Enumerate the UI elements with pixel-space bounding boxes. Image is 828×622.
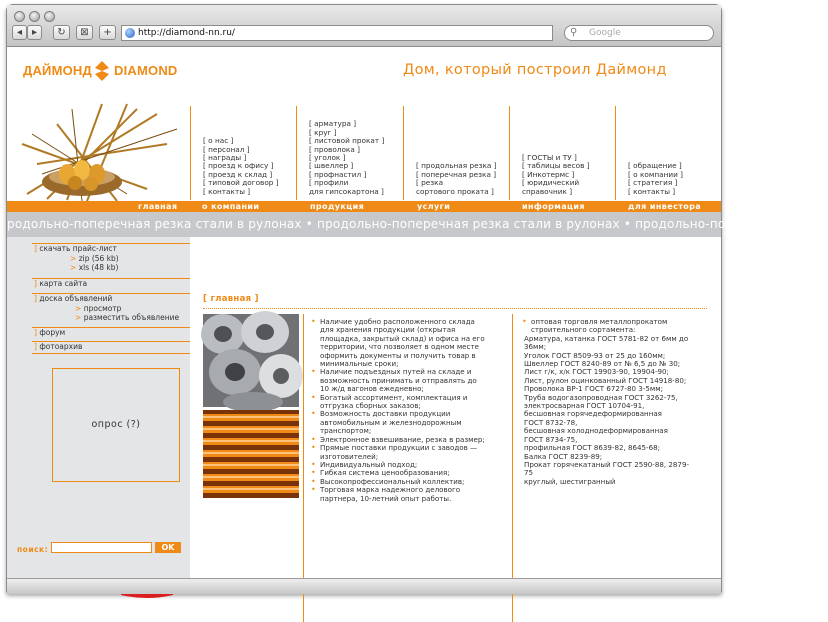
nav-tab-investor[interactable]: для инвестора bbox=[628, 202, 702, 211]
add-bookmark-button[interactable]: + bbox=[99, 25, 116, 40]
browser-toolbar bbox=[7, 5, 721, 47]
assortment-line: Прокат горячекатаный ГОСТ 2590-88, 2879-75 bbox=[524, 459, 690, 478]
board-post-link[interactable]: > разместить объявление bbox=[75, 313, 180, 322]
page-title: [ главная ] bbox=[203, 294, 259, 304]
assortment-line: ГОСТ 8732-78, bbox=[524, 417, 578, 427]
site-search-input[interactable] bbox=[51, 542, 152, 553]
sidebar-board[interactable]: ] доска объявлений bbox=[32, 293, 190, 303]
zip-label: zip (56 kb) bbox=[78, 254, 119, 263]
column-divider bbox=[512, 314, 513, 622]
main-nav-bar bbox=[7, 201, 721, 212]
list-item: • Возможность доставки продукции автомобильным и железнодорожным транспортом; bbox=[310, 410, 487, 435]
board-label: доска объявлений bbox=[39, 294, 113, 303]
nav-tab-info[interactable]: информация bbox=[522, 202, 585, 211]
nav-link-legal-cont[interactable]: справочник ] bbox=[522, 186, 573, 196]
list-item: • Гибкая система ценообразования; bbox=[310, 469, 487, 477]
list-item: • Индивидуальный подход; bbox=[310, 461, 487, 469]
info-links-column bbox=[509, 106, 615, 200]
assortment-block bbox=[521, 318, 693, 486]
search-icon: ⚲ bbox=[570, 27, 578, 38]
nav-tab-about[interactable]: о компании bbox=[202, 202, 260, 211]
assortment-line: Лист г/к, х/к ГОСТ 19903-90, 19904-90; bbox=[524, 367, 669, 377]
globe-icon bbox=[125, 28, 135, 38]
board-view-link[interactable]: > просмотр bbox=[75, 304, 122, 313]
assortment-line: электросварная ГОСТ 10704-91, bbox=[524, 401, 645, 411]
nav-link-warehouse-route[interactable]: [ проезд к склад ] bbox=[203, 169, 273, 179]
assortment-line: Лист, рулон оцинкованный ГОСТ 14918-80; bbox=[524, 375, 687, 385]
news-ticker: родольно-поперечная резка стали в рулонах • продольно-поперечная резка стали в рулонах • продольно-поперечная резка bbox=[7, 212, 721, 237]
snapshot-button[interactable]: ⊠ bbox=[76, 25, 93, 40]
pricelist-label: скачать прайс-лист bbox=[39, 244, 117, 253]
address-bar[interactable] bbox=[121, 25, 553, 41]
list-item: • Богатый ассортимент, комплектация и отгрузка сборных заказов; bbox=[310, 394, 487, 411]
search-placeholder: Google bbox=[589, 28, 621, 38]
assortment-line: бесшовная холоднодеформированная bbox=[524, 426, 668, 436]
assortment-line: бесшовная горячедеформированная bbox=[524, 409, 662, 419]
search-ok-button[interactable]: OK bbox=[155, 542, 181, 553]
poll-box[interactable]: опрос (?) bbox=[52, 368, 180, 482]
search-label: поиск: bbox=[17, 545, 49, 554]
services-links-column bbox=[403, 106, 509, 200]
site-slogan: Дом, который построил Даймонд bbox=[403, 62, 667, 78]
diamond-logo-icon bbox=[94, 61, 110, 81]
nav-link-cross-cut[interactable]: [ поперечная резка ] bbox=[416, 169, 497, 179]
sitemap-label: карта сайта bbox=[39, 279, 88, 288]
nav-link-about-company[interactable]: [ о компании ] bbox=[628, 169, 683, 179]
nav-tab-products[interactable]: продукция bbox=[310, 202, 365, 211]
list-item: • Прямые поставки продукции с заводов — изготовителей; bbox=[310, 444, 487, 461]
forward-button[interactable]: ▸ bbox=[27, 25, 42, 40]
view-label: просмотр bbox=[83, 304, 122, 313]
nav-link-section-cut-cont[interactable]: сортового проката ] bbox=[416, 186, 494, 196]
nav-link-awards[interactable]: [ награды ] bbox=[203, 152, 247, 162]
web-page bbox=[7, 48, 828, 578]
nav-link-strategy[interactable]: [ стратегия ] bbox=[628, 178, 678, 188]
forum-label: форум bbox=[39, 328, 66, 337]
about-links-column bbox=[190, 106, 296, 200]
download-xls-link[interactable]: > xls (48 kb) bbox=[70, 263, 119, 272]
close-window-button[interactable] bbox=[14, 11, 25, 22]
nav-link-rebar[interactable]: [ арматура ] bbox=[309, 119, 357, 129]
nav-link-channel[interactable]: [ швеллер ] bbox=[309, 161, 354, 171]
assortment-line: Балка ГОСТ 8239-89; bbox=[524, 451, 603, 461]
assortment-line: Арматура, катанка ГОСТ 5781-82 от 6мм до bbox=[524, 333, 689, 343]
investor-links-column bbox=[615, 106, 721, 200]
url-text: http://diamond-nn.ru/ bbox=[138, 28, 235, 38]
list-item: • Высокопрофессиональный коллектив; bbox=[310, 478, 487, 486]
nav-tab-home[interactable]: главная bbox=[138, 202, 178, 211]
nav-link-staff[interactable]: [ персонал ] bbox=[203, 144, 250, 154]
logo-text-ru: ДАЙМОНД bbox=[23, 63, 92, 78]
golden-eggs-nest-image bbox=[7, 104, 189, 201]
sidebar-pricelist[interactable]: ] скачать прайс-лист bbox=[32, 243, 190, 253]
post-label: разместить объявление bbox=[83, 313, 180, 322]
browser-window bbox=[6, 4, 828, 594]
minimize-window-button[interactable] bbox=[29, 11, 40, 22]
column-divider bbox=[303, 314, 304, 622]
download-zip-link[interactable]: > zip (56 kb) bbox=[70, 254, 119, 263]
nav-link-gost[interactable]: [ ГОСТЫ и ТУ ] bbox=[522, 152, 577, 162]
nav-link-profiles[interactable]: [ профили bbox=[309, 178, 349, 188]
page-title-text: главная bbox=[210, 294, 252, 304]
list-item: • Наличие удобно расположенного склада для хранения продукции (открытая площадка, закрытый склад) и офиса на его территории, что позволяет в одном месте оформить документы и получить товар в минимальные сроки; bbox=[310, 318, 487, 368]
nav-link-incoterms[interactable]: [ Инкотермс ] bbox=[522, 169, 575, 179]
assortment-line: Проволока ВР-1 ГОСТ 6727-80 3-5мм; bbox=[524, 384, 663, 394]
nav-link-sheet[interactable]: [ листовой прокат ] bbox=[309, 136, 385, 146]
assortment-line: Уголок ГОСТ 8509-93 от 25 до 160мм; bbox=[524, 350, 666, 360]
list-item: • Торговая марка надежного делового партнера, 10-летний опыт работы. bbox=[310, 486, 487, 503]
sidebar-forum[interactable]: ] форум bbox=[32, 327, 190, 337]
steel-coils-image bbox=[203, 314, 299, 407]
logo-text-en: DIAMOND bbox=[113, 63, 178, 78]
nav-link-angle[interactable]: [ уголок ] bbox=[309, 152, 346, 162]
nav-link-about-us[interactable]: [ о нас ] bbox=[203, 136, 234, 146]
sidebar-photo[interactable]: ] фотоархив bbox=[32, 341, 190, 354]
copper-rods-image bbox=[203, 410, 299, 498]
nav-link-round[interactable]: [ круг ] bbox=[309, 127, 337, 137]
nav-link-profiled-sheet[interactable]: [ профнастил ] bbox=[309, 169, 367, 179]
photo-label: фотоархив bbox=[39, 342, 83, 351]
nav-link-contract[interactable]: [ типовой договор ] bbox=[203, 178, 279, 188]
products-links-column bbox=[296, 106, 403, 200]
nav-link-wire[interactable]: [ проволока ] bbox=[309, 144, 360, 154]
assortment-line: 36мм; bbox=[524, 342, 547, 352]
back-button[interactable]: ◂ bbox=[12, 25, 27, 40]
assortment-line: Труба водогазопроводная ГОСТ 3262-75, bbox=[524, 392, 678, 402]
nav-link-profiles-cont[interactable]: для гипсокартона ] bbox=[309, 186, 384, 196]
assortment-title: • оптовая торговля металлопрокатом строительного сортамента: bbox=[521, 318, 693, 335]
nav-link-weight-tables[interactable]: [ таблицы весов ] bbox=[522, 161, 590, 171]
advantages-list bbox=[310, 318, 487, 503]
xls-label: xls (48 kb) bbox=[78, 263, 119, 272]
assortment-line: профильная ГОСТ 8639-82, 8645-68; bbox=[524, 443, 661, 453]
sidebar-sitemap[interactable]: ] карта сайта bbox=[32, 278, 190, 288]
nav-link-section-cut[interactable]: [ резка bbox=[416, 178, 444, 188]
nav-tab-services[interactable]: услуги bbox=[417, 202, 451, 211]
status-bar bbox=[7, 578, 721, 594]
search-field[interactable] bbox=[564, 25, 714, 41]
nav-link-address[interactable]: [ обращение ] bbox=[628, 161, 682, 171]
nav-link-longitudinal-cut[interactable]: [ продольная резка ] bbox=[416, 161, 497, 171]
nav-link-investor-contacts[interactable]: [ контакты ] bbox=[628, 186, 676, 196]
assortment-line: Швеллер ГОСТ 8240-89 от № 6,5 до № 30; bbox=[524, 359, 681, 369]
nav-link-office-route[interactable]: [ проезд к офису ] bbox=[203, 161, 274, 171]
title-divider bbox=[203, 308, 707, 309]
nav-link-contacts[interactable]: [ контакты ] bbox=[203, 186, 251, 196]
list-item: • Наличие подъездных путей на складе и возможность принимать и отправлять до 10 ж/д вагонов ежедневно; bbox=[310, 368, 487, 393]
zoom-window-button[interactable] bbox=[44, 11, 55, 22]
assortment-line: ГОСТ 8734-75, bbox=[524, 434, 578, 444]
nav-link-legal[interactable]: [ юридический bbox=[522, 178, 580, 188]
assortment-line: круглый, шестигранный bbox=[524, 476, 616, 486]
list-item: • Электронное взвешивание, резка в размер; bbox=[310, 436, 487, 444]
reload-button[interactable]: ↻ bbox=[53, 25, 70, 40]
